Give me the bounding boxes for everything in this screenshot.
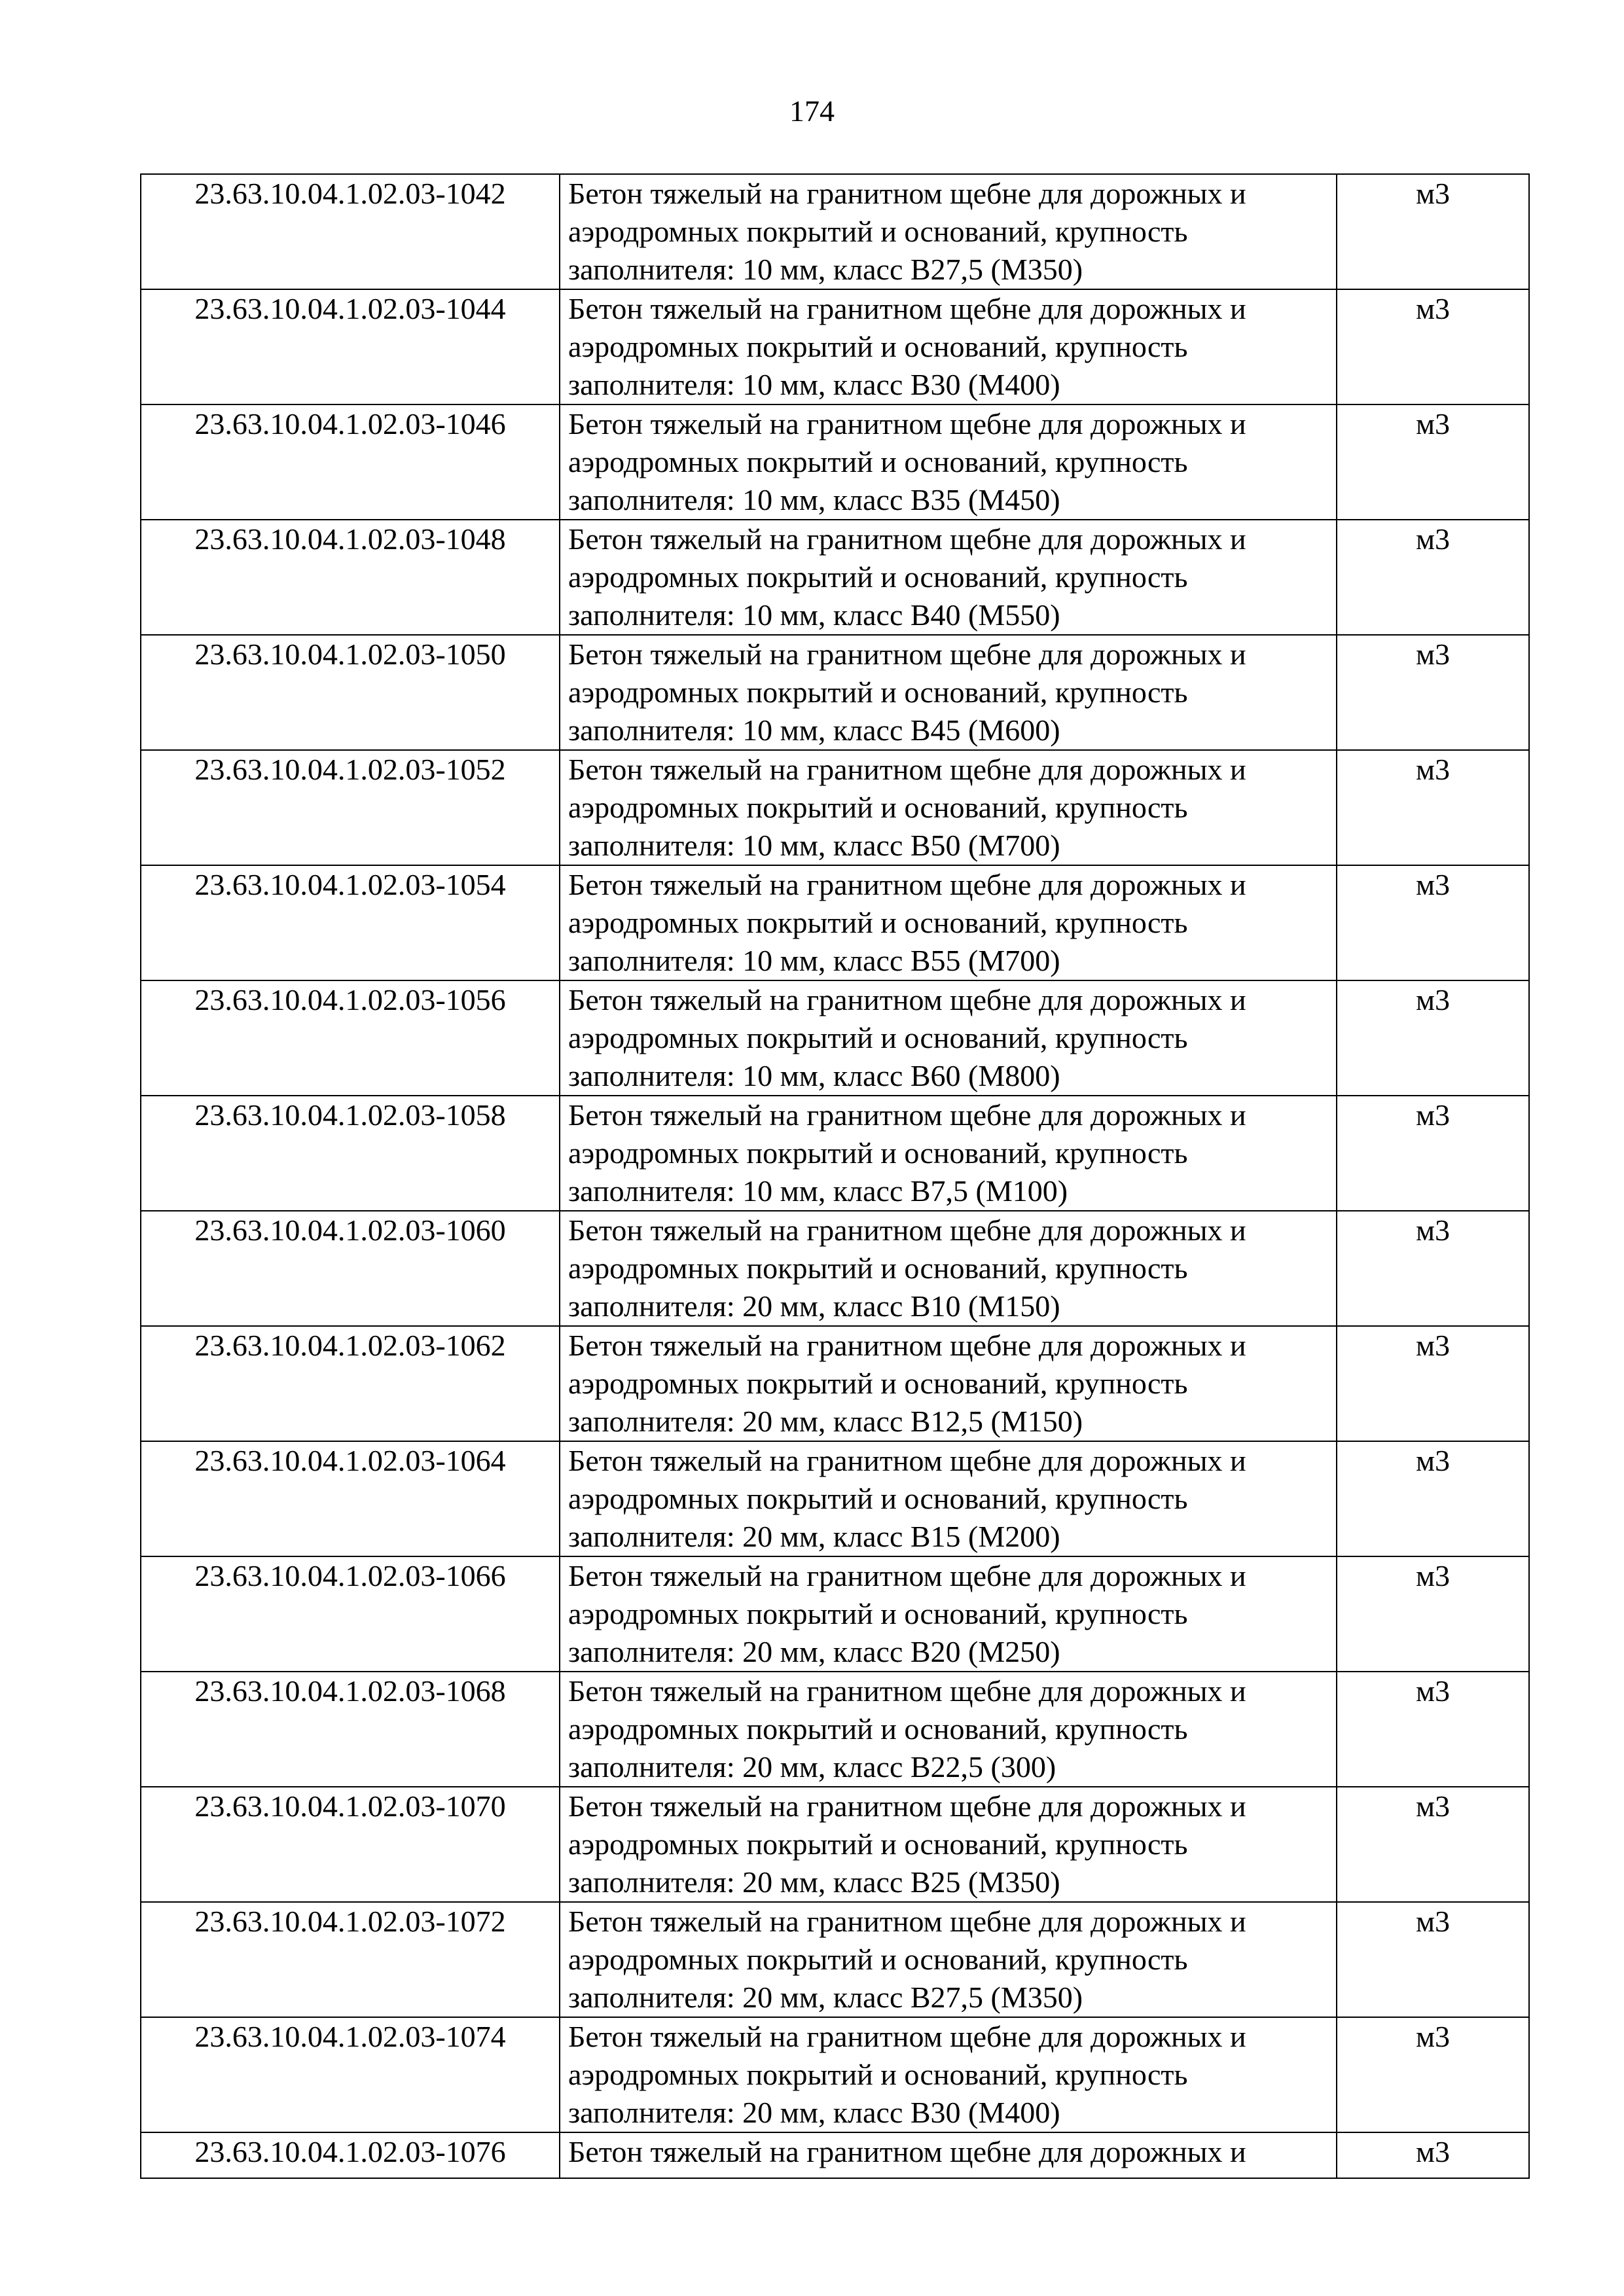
table-row [141,1096,1529,1211]
description-line: аэродромных покрытий и оснований, крупность [568,675,1188,709]
description-line: Бетон тяжелый на гранитном щебне для дорожных и [568,1213,1246,1247]
table-row [141,980,1529,1096]
description-line: заполнителя: 10 мм, класс В50 (М700) [568,829,1060,862]
description-line: аэродромных покрытий и оснований, крупность [568,1021,1188,1054]
description-line: Бетон тяжелый на гранитном щебне для дорожных и [568,868,1246,901]
description-line: заполнителя: 20 мм, класс В30 (М400) [568,2096,1060,2129]
resource-code: 23.63.10.04.1.02.03-1066 [141,1556,560,1672]
resource-description [560,1787,1337,1902]
table-row [141,2017,1529,2132]
description-line: заполнителя: 20 мм, класс В22,5 (300) [568,1750,1056,1784]
unit-of-measure: м3 [1337,1326,1529,1441]
description-line: Бетон тяжелый на гранитном щебне для дорожных и [568,983,1246,1016]
unit-of-measure: м3 [1337,1096,1529,1211]
resource-code: 23.63.10.04.1.02.03-1076 [141,2132,560,2178]
description-line: Бетон тяжелый на гранитном щебне для дорожных и [568,1905,1246,1938]
description-line: аэродромных покрытий и оснований, крупность [568,1943,1188,1976]
description-line: аэродромных покрытий и оснований, крупность [568,445,1188,478]
table-row [141,1556,1529,1672]
resource-description [560,865,1337,980]
description-line: заполнителя: 20 мм, класс В12,5 (М150) [568,1405,1083,1438]
description-line: заполнителя: 20 мм, класс В27,5 (М350) [568,1981,1083,2014]
unit-of-measure: м3 [1337,520,1529,635]
unit-of-measure: м3 [1337,1787,1529,1902]
description-line: заполнителя: 10 мм, класс В60 (М800) [568,1059,1060,1092]
resource-code: 23.63.10.04.1.02.03-1068 [141,1672,560,1787]
table-row [141,1441,1529,1556]
resource-description [560,1672,1337,1787]
description-line: аэродромных покрытий и оснований, крупность [568,1136,1188,1170]
resource-description [560,635,1337,750]
description-line: Бетон тяжелый на гранитном щебне для дорожных и [568,407,1246,440]
description-line: заполнителя: 20 мм, класс В10 (М150) [568,1289,1060,1323]
table-row [141,1211,1529,1326]
table-row [141,1672,1529,1787]
description-line: аэродромных покрытий и оснований, крупность [568,1482,1188,1515]
description-line: Бетон тяжелый на гранитном щебне для дорожных и [568,2020,1246,2053]
resource-description [560,980,1337,1096]
description-line: аэродромных покрытий и оснований, крупность [568,1597,1188,1630]
resource-description [560,1096,1337,1211]
unit-of-measure: м3 [1337,750,1529,865]
resource-code: 23.63.10.04.1.02.03-1042 [141,174,560,289]
description-line: Бетон тяжелый на гранитном щебне для дорожных и [568,1444,1246,1477]
description-line: Бетон тяжелый на гранитном щебне для дорожных и [568,1559,1246,1592]
description-line: Бетон тяжелый на гранитном щебне для дорожных и [568,2135,1246,2168]
resource-code: 23.63.10.04.1.02.03-1072 [141,1902,560,2017]
description-line: аэродромных покрытий и оснований, крупность [568,215,1188,248]
resource-description [560,520,1337,635]
resource-description [560,2132,1337,2178]
unit-of-measure: м3 [1337,174,1529,289]
description-line: заполнителя: 20 мм, класс В15 (М200) [568,1520,1060,1553]
resource-code: 23.63.10.04.1.02.03-1048 [141,520,560,635]
price-table [140,173,1530,2179]
resource-description [560,1556,1337,1672]
resource-code: 23.63.10.04.1.02.03-1070 [141,1787,560,1902]
description-line: аэродромных покрытий и оснований, крупность [568,906,1188,939]
unit-of-measure: м3 [1337,2017,1529,2132]
unit-of-measure: м3 [1337,865,1529,980]
description-line: аэродромных покрытий и оснований, крупность [568,1827,1188,1861]
description-line: Бетон тяжелый на гранитном щебне для дорожных и [568,1789,1246,1823]
unit-of-measure: м3 [1337,1672,1529,1787]
resource-code: 23.63.10.04.1.02.03-1060 [141,1211,560,1326]
description-line: Бетон тяжелый на гранитном щебне для дорожных и [568,1674,1246,1708]
resource-code: 23.63.10.04.1.02.03-1074 [141,2017,560,2132]
description-line: Бетон тяжелый на гранитном щебне для дорожных и [568,522,1246,556]
description-line: аэродромных покрытий и оснований, крупность [568,1251,1188,1285]
resource-code: 23.63.10.04.1.02.03-1050 [141,635,560,750]
resource-code: 23.63.10.04.1.02.03-1052 [141,750,560,865]
description-line: Бетон тяжелый на гранитном щебне для дорожных и [568,1098,1246,1132]
resource-code: 23.63.10.04.1.02.03-1054 [141,865,560,980]
description-line: заполнителя: 10 мм, класс В7,5 (М100) [568,1174,1068,1208]
resource-code: 23.63.10.04.1.02.03-1046 [141,404,560,520]
description-line: Бетон тяжелый на гранитном щебне для дорожных и [568,753,1246,786]
table-row [141,520,1529,635]
description-line: заполнителя: 10 мм, класс В40 (М550) [568,598,1060,632]
unit-of-measure: м3 [1337,980,1529,1096]
description-line: заполнителя: 10 мм, класс В30 (М400) [568,368,1060,401]
resource-code: 23.63.10.04.1.02.03-1044 [141,289,560,404]
resource-description [560,1211,1337,1326]
resource-description [560,404,1337,520]
table-body [141,174,1529,2178]
table-row [141,2132,1529,2178]
description-line: аэродромных покрытий и оснований, крупность [568,1712,1188,1746]
description-line: Бетон тяжелый на гранитном щебне для дорожных и [568,1329,1246,1362]
resource-description [560,289,1337,404]
page-number: 174 [789,94,835,128]
description-line: аэродромных покрытий и оснований, крупность [568,2058,1188,2091]
description-line: заполнителя: 10 мм, класс В27,5 (М350) [568,253,1083,286]
unit-of-measure: м3 [1337,1902,1529,2017]
unit-of-measure: м3 [1337,2132,1529,2178]
unit-of-measure: м3 [1337,1441,1529,1556]
description-line: аэродромных покрытий и оснований, крупность [568,560,1188,594]
resource-description [560,174,1337,289]
unit-of-measure: м3 [1337,289,1529,404]
resource-description [560,750,1337,865]
unit-of-measure: м3 [1337,404,1529,520]
unit-of-measure: м3 [1337,635,1529,750]
description-line: Бетон тяжелый на гранитном щебне для дорожных и [568,292,1246,325]
table-row [141,1902,1529,2017]
resource-code: 23.63.10.04.1.02.03-1056 [141,980,560,1096]
resource-description [560,2017,1337,2132]
description-line: заполнителя: 20 мм, класс В25 (М350) [568,1865,1060,1899]
description-line: заполнителя: 10 мм, класс В55 (М700) [568,944,1060,977]
table-row [141,174,1529,289]
description-line: заполнителя: 10 мм, класс В45 (М600) [568,713,1060,747]
description-line: аэродромных покрытий и оснований, крупность [568,791,1188,824]
resource-code: 23.63.10.04.1.02.03-1058 [141,1096,560,1211]
description-line: Бетон тяжелый на гранитном щебне для дорожных и [568,177,1246,210]
resource-code: 23.63.10.04.1.02.03-1062 [141,1326,560,1441]
description-line: заполнителя: 10 мм, класс В35 (М450) [568,483,1060,516]
unit-of-measure: м3 [1337,1556,1529,1672]
table-row [141,289,1529,404]
description-line: аэродромных покрытий и оснований, крупность [568,330,1188,363]
unit-of-measure: м3 [1337,1211,1529,1326]
table-row [141,1326,1529,1441]
description-line: Бетон тяжелый на гранитном щебне для дорожных и [568,637,1246,671]
table-row [141,635,1529,750]
description-line: заполнителя: 20 мм, класс В20 (М250) [568,1635,1060,1668]
description-line: аэродромных покрытий и оснований, крупность [568,1367,1188,1400]
resource-code: 23.63.10.04.1.02.03-1064 [141,1441,560,1556]
table-row [141,750,1529,865]
resource-description [560,1326,1337,1441]
table-row [141,404,1529,520]
table-row [141,1787,1529,1902]
resource-description [560,1441,1337,1556]
table-row [141,865,1529,980]
resource-description [560,1902,1337,2017]
